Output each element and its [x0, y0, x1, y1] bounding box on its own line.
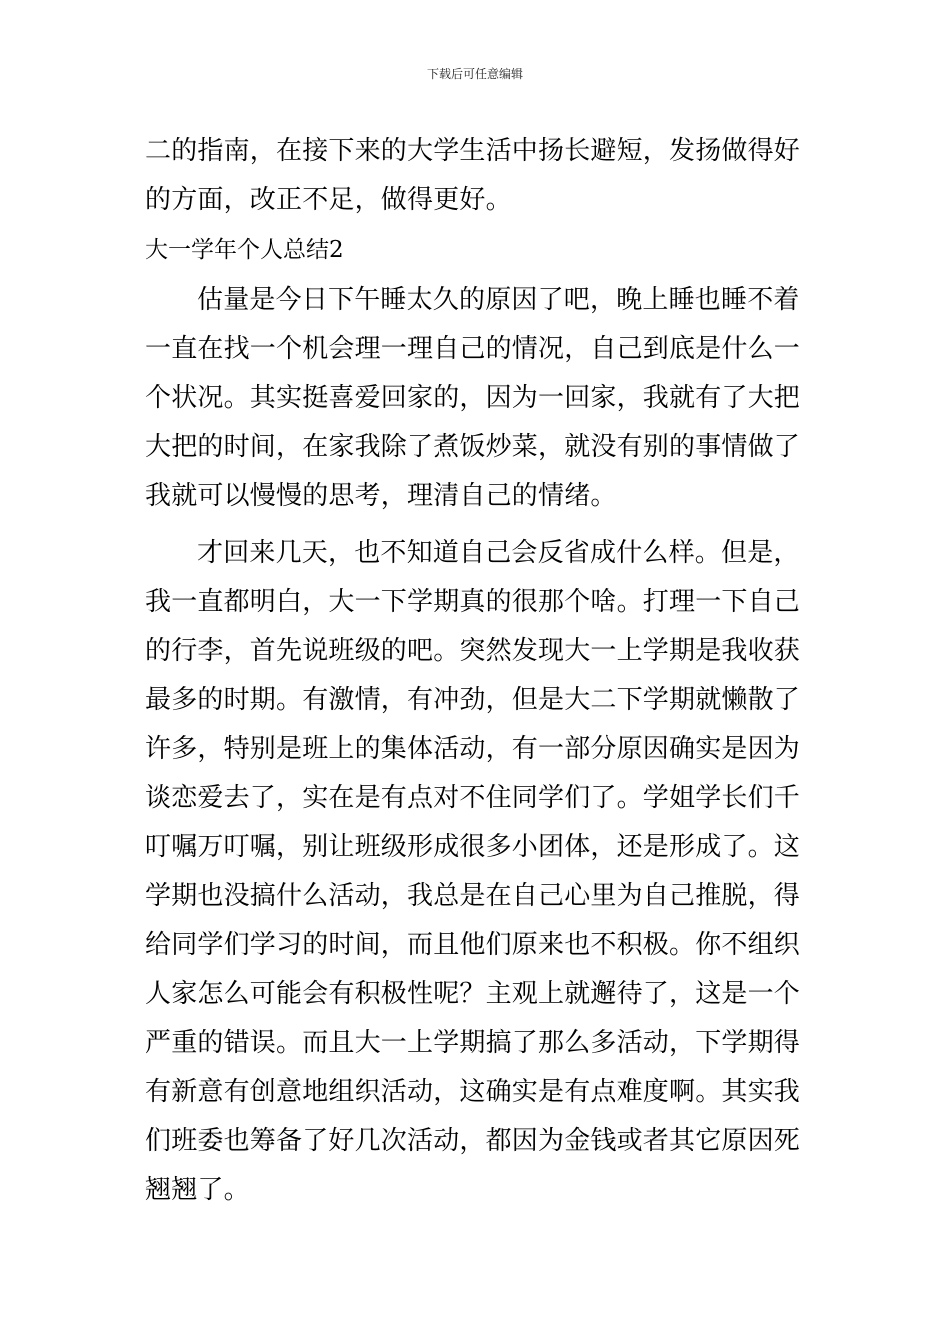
- text-line: 的行李，首先说班级的吧。突然发现大一上学期是我收获: [145, 636, 801, 666]
- text-line: 我一直都明白，大一下学期真的很那个啥。打理一下自己: [145, 587, 801, 617]
- text-line: 叮嘱万叮嘱，别让班级形成很多小团体，还是形成了。这: [145, 832, 801, 862]
- continuation-paragraph: [145, 127, 815, 225]
- text-line: 我就可以慢慢的思考，理清自己的情绪。: [145, 481, 617, 511]
- text-line: 翘翘了。: [145, 1175, 250, 1205]
- text-line: 一直在找一个机会理一理自己的情况，自己到底是什么一: [145, 334, 801, 364]
- text-line: 有新意有创意地组织活动，这确实是有点难度啊。其实我: [145, 1077, 801, 1107]
- text-line: 的方面，改正不足，做得更好。: [145, 185, 512, 215]
- text-line: 严重的错误。而且大一上学期搞了那么多活动，下学期得: [145, 1028, 801, 1058]
- text-line: 大把的时间，在家我除了煮饭炒菜，就没有别的事情做了: [145, 432, 801, 462]
- page-header: 下载后可任意编辑: [426, 67, 523, 81]
- paragraph-1: [145, 276, 815, 521]
- paragraph-gap: [145, 521, 815, 529]
- text-line: 人家怎么可能会有积极性呢？主观上就邂待了，这是一个: [145, 979, 801, 1009]
- document-body: [145, 127, 815, 1215]
- text-line: 最多的时期。有激情，有冲劲，但是大二下学期就懒散了: [145, 685, 801, 715]
- paragraph-2: [145, 529, 815, 1215]
- text-line: 给同学们学习的时间，而且他们原来也不积极。你不组织: [145, 930, 801, 960]
- text-line: 学期也没搞什么活动，我总是在自己心里为自己推脱，得: [145, 881, 801, 911]
- text-line: 二的指南，在接下来的大学生活中扬长避短，发扬做得好: [145, 136, 801, 166]
- text-line: 个状况。其实挺喜爱回家的，因为一回家，我就有了大把: [145, 383, 801, 413]
- text-line: 估量是今日下午睡太久的原因了吧，晚上睡也睡不着: [197, 285, 800, 315]
- text-line: 们班委也筹备了好几次活动，都因为金钱或者其它原因死: [145, 1126, 801, 1156]
- section-heading: 大一学年个人总结2: [145, 237, 344, 263]
- text-line: 谈恋爱去了，实在是有点对不住同学们了。学姐学长们千: [145, 783, 801, 813]
- text-line: 才回来几天，也不知道自己会反省成什么样。但是，: [197, 538, 800, 568]
- text-line: 许多，特别是班上的集体活动，有一部分原因确实是因为: [145, 734, 801, 764]
